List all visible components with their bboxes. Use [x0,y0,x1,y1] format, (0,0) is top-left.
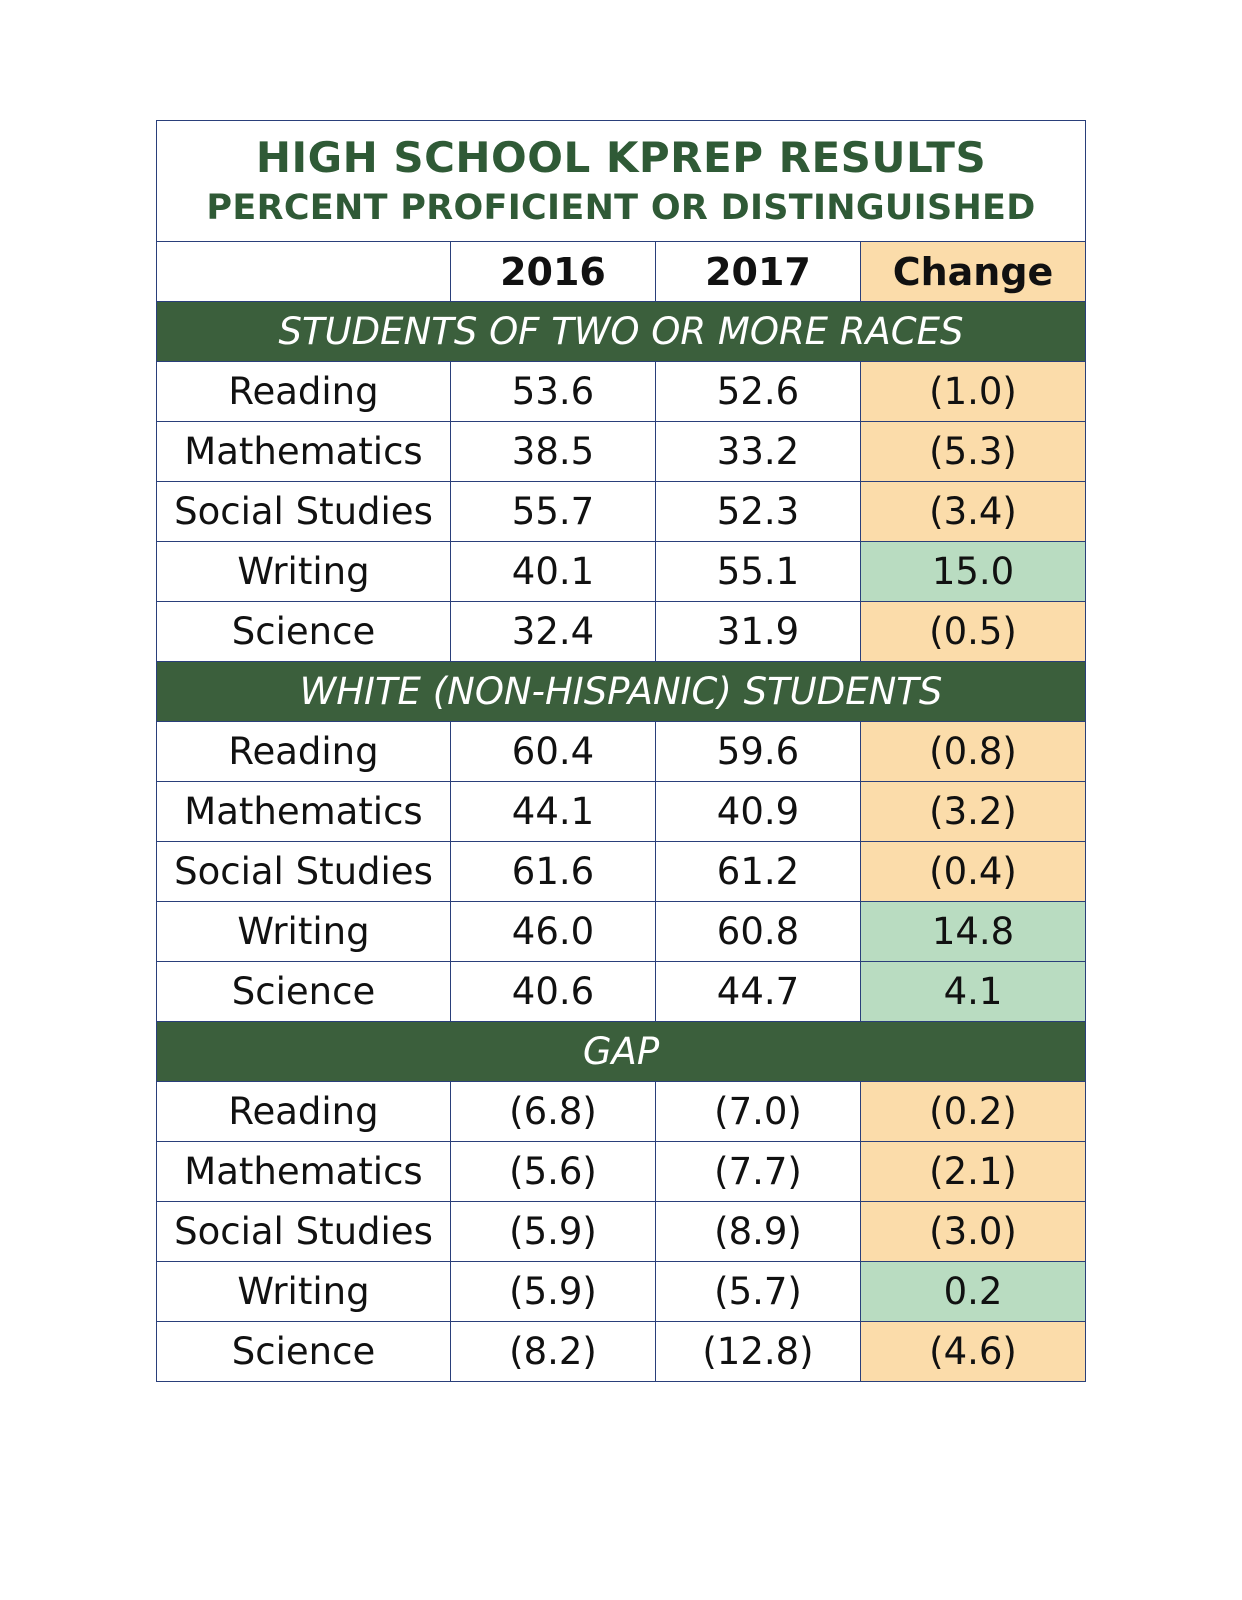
change-cell: (3.2) [861,782,1086,842]
value-2016-cell: 32.4 [451,602,656,662]
section-title: WHITE (NON-HISPANIC) STUDENTS [157,662,1086,722]
table-row [157,482,1086,542]
table-row [157,782,1086,842]
change-cell: (0.4) [861,842,1086,902]
value-2016-cell: 40.1 [451,542,656,602]
value-2017-cell: 61.2 [656,842,861,902]
table-row [157,1142,1086,1202]
value-2017-cell: 55.1 [656,542,861,602]
section-header-row [157,1022,1086,1082]
subject-cell: Mathematics [157,1142,451,1202]
header-change: Change [861,242,1086,302]
value-2016-cell: 38.5 [451,422,656,482]
value-2017-cell: 44.7 [656,962,861,1022]
value-2017-cell: 60.8 [656,902,861,962]
subject-cell: Social Studies [157,482,451,542]
value-2016-cell: (5.6) [451,1142,656,1202]
subject-cell: Writing [157,542,451,602]
value-2017-cell: (5.7) [656,1262,861,1322]
subject-cell: Science [157,962,451,1022]
subject-cell: Social Studies [157,1202,451,1262]
table-row [157,722,1086,782]
value-2016-cell: 46.0 [451,902,656,962]
table-row [157,602,1086,662]
section-title: GAP [157,1022,1086,1082]
subject-cell: Mathematics [157,422,451,482]
value-2017-cell: (7.0) [656,1082,861,1142]
change-cell: 0.2 [861,1262,1086,1322]
value-2017-cell: 40.9 [656,782,861,842]
value-2016-cell: (5.9) [451,1202,656,1262]
subject-cell: Writing [157,1262,451,1322]
value-2016-cell: (6.8) [451,1082,656,1142]
header-2016: 2016 [451,242,656,302]
table-row [157,902,1086,962]
change-cell: (0.2) [861,1082,1086,1142]
subject-cell: Reading [157,722,451,782]
value-2016-cell: (5.9) [451,1262,656,1322]
change-cell: (3.4) [861,482,1086,542]
value-2016-cell: 44.1 [451,782,656,842]
subject-cell: Science [157,602,451,662]
value-2017-cell: 52.6 [656,362,861,422]
change-cell: (2.1) [861,1142,1086,1202]
table-row [157,362,1086,422]
value-2016-cell: 53.6 [451,362,656,422]
table-row [157,962,1086,1022]
value-2016-cell: 55.7 [451,482,656,542]
section-title: STUDENTS OF TWO OR MORE RACES [157,302,1086,362]
table-row [157,842,1086,902]
change-cell: 15.0 [861,542,1086,602]
value-2016-cell: 61.6 [451,842,656,902]
table-title [157,121,1086,242]
value-2016-cell: 40.6 [451,962,656,1022]
value-2017-cell: 59.6 [656,722,861,782]
change-cell: (3.0) [861,1202,1086,1262]
value-2017-cell: 33.2 [656,422,861,482]
change-cell: (0.5) [861,602,1086,662]
subject-cell: Science [157,1322,451,1382]
value-2016-cell: (8.2) [451,1322,656,1382]
table-title-sub: PERCENT PROFICIENT OR DISTINGUISHED [206,187,1036,228]
table-row [157,1322,1086,1382]
value-2017-cell: (12.8) [656,1322,861,1382]
table-row [157,1082,1086,1142]
change-cell: (4.6) [861,1322,1086,1382]
section-header-row [157,662,1086,722]
header-2017: 2017 [656,242,861,302]
change-cell: (0.8) [861,722,1086,782]
table-body [157,121,1086,1382]
table-row [157,1262,1086,1322]
change-cell: 14.8 [861,902,1086,962]
value-2017-cell: 52.3 [656,482,861,542]
subject-cell: Reading [157,362,451,422]
value-2016-cell: 60.4 [451,722,656,782]
value-2017-cell: 31.9 [656,602,861,662]
change-cell: 4.1 [861,962,1086,1022]
subject-cell: Mathematics [157,782,451,842]
table-title-main: HIGH SCHOOL KPREP RESULTS [255,132,987,182]
title-row [157,121,1086,242]
column-header-row [157,242,1086,302]
subject-cell: Writing [157,902,451,962]
change-cell: (1.0) [861,362,1086,422]
table-row [157,1202,1086,1262]
header-blank-cell [157,242,451,302]
table-row [157,422,1086,482]
change-cell: (5.3) [861,422,1086,482]
table-row [157,542,1086,602]
subject-cell: Social Studies [157,842,451,902]
value-2017-cell: (7.7) [656,1142,861,1202]
value-2017-cell: (8.9) [656,1202,861,1262]
subject-cell: Reading [157,1082,451,1142]
section-header-row [157,302,1086,362]
kprep-results-table [156,120,1086,1382]
